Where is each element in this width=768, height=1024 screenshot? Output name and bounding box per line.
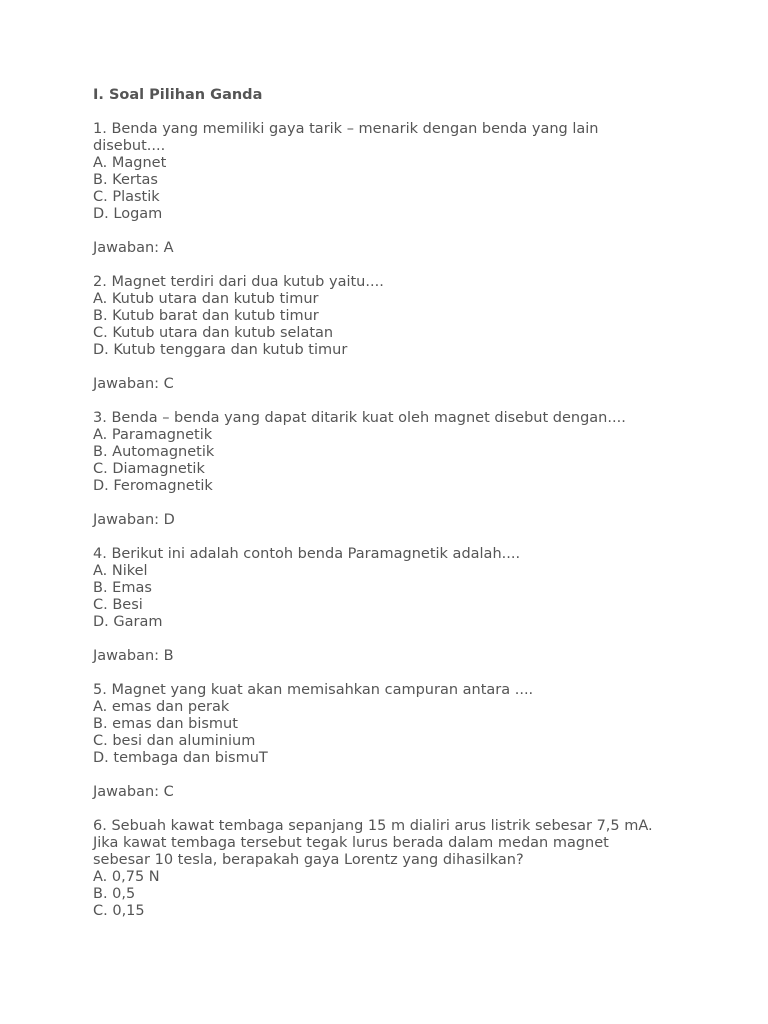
- spacer: [93, 631, 693, 648]
- answer-text: Jawaban: B: [93, 648, 174, 664]
- option-a: A. 0,75 N: [93, 869, 160, 885]
- spacer: [93, 529, 693, 546]
- option-c: C. Besi: [93, 597, 143, 613]
- section-title: I. Soal Pilihan Ganda: [93, 87, 263, 103]
- option-c: C. 0,15: [93, 903, 145, 919]
- question-block: [93, 410, 693, 546]
- option-b: B. Emas: [93, 580, 152, 596]
- spacer: [93, 359, 693, 376]
- question-block: [93, 121, 693, 274]
- spacer: [93, 495, 693, 512]
- option-b: B. Kutub barat dan kutub timur: [93, 308, 319, 324]
- question-block: [93, 274, 693, 410]
- question-text: 3. Benda – benda yang dapat ditarik kuat oleh magnet disebut dengan....: [93, 410, 626, 426]
- option-a: A. Magnet: [93, 155, 167, 171]
- question-text: 6. Sebuah kawat tembaga sepanjang 15 m dialiri arus listrik sebesar 7,5 mA. Jika kawat tembaga tersebut tegak lurus berada dalam medan magnet sebesar 10 tesla, berapakah gaya Lorentz yang dihasilkan?: [93, 818, 653, 868]
- option-b: B. Automagnetik: [93, 444, 215, 460]
- option-b: B. 0,5: [93, 886, 136, 902]
- question-text: 2. Magnet terdiri dari dua kutub yaitu....: [93, 274, 384, 290]
- option-c: C. Plastik: [93, 189, 160, 205]
- option-d: D. tembaga dan bismuT: [93, 750, 268, 766]
- question-block: [93, 546, 693, 682]
- option-a: A. Nikel: [93, 563, 148, 579]
- option-d: D. Garam: [93, 614, 163, 630]
- spacer: [93, 104, 693, 121]
- option-c: C. besi dan aluminium: [93, 733, 256, 749]
- question-block: [93, 682, 693, 818]
- answer-text: Jawaban: D: [93, 512, 175, 528]
- answer-text: Jawaban: C: [93, 784, 174, 800]
- option-d: D. Feromagnetik: [93, 478, 213, 494]
- spacer: [93, 665, 693, 682]
- option-a: A. Kutub utara dan kutub timur: [93, 291, 319, 307]
- spacer: [93, 257, 693, 274]
- spacer: [93, 223, 693, 240]
- option-c: C. Kutub utara dan kutub selatan: [93, 325, 334, 341]
- question-text: 1. Benda yang memiliki gaya tarik – menarik dengan benda yang lain disebut....: [93, 121, 599, 154]
- option-a: A. emas dan perak: [93, 699, 230, 715]
- spacer: [93, 393, 693, 410]
- option-d: D. Logam: [93, 206, 163, 222]
- answer-text: Jawaban: A: [93, 240, 174, 256]
- option-a: A. Paramagnetik: [93, 427, 213, 443]
- option-b: B. emas dan bismut: [93, 716, 238, 732]
- spacer: [93, 801, 693, 818]
- option-c: C. Diamagnetik: [93, 461, 205, 477]
- spacer: [93, 767, 693, 784]
- document-page: [93, 87, 693, 920]
- question-text: 4. Berikut ini adalah contoh benda Paramagnetik adalah....: [93, 546, 521, 562]
- option-d: D. Kutub tenggara dan kutub timur: [93, 342, 348, 358]
- question-text: 5. Magnet yang kuat akan memisahkan campuran antara ....: [93, 682, 534, 698]
- answer-text: Jawaban: C: [93, 376, 174, 392]
- question-block: [93, 818, 693, 920]
- option-b: B. Kertas: [93, 172, 158, 188]
